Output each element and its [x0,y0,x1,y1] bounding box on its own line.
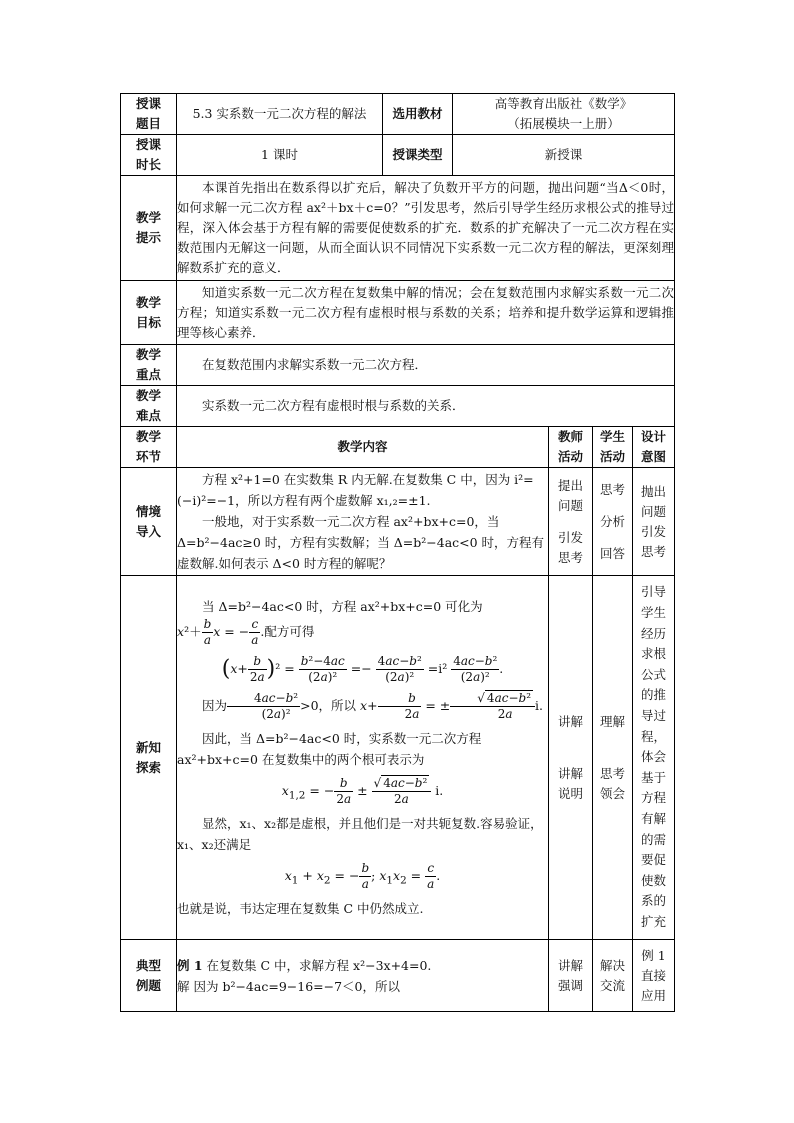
example-teacher: 讲解 强调 [549,940,593,1012]
key-label: 教学重点 [121,345,177,386]
duration-label: 授课时长 [121,135,177,176]
frac-c-over-a: $\frac{c}{a}$ [251,617,259,647]
row-key [121,345,675,386]
col-stage: 教学环节 [121,427,177,468]
col-content: 教学内容 [177,427,549,468]
topic-value: 5.3 实系数一元二次方程的解法 [177,94,383,135]
vieta-formula: $x_1 + x_2$ = − $\frac{b}{a}$ ; $x_1x_2$ = $\frac{c}{a}$ . [284,861,441,891]
row-goals [121,281,675,345]
explore-design: 引导 学生 经历 求根 公式 的推 导过 程， 体会 基于 方程 有解 的需 要促 使数 系的 扩充 [633,576,675,940]
row-difficulty [121,386,675,427]
row-topic [121,94,675,135]
intro-p2: 一般地，对于实系数一元二次方程 ax²+bx+c=0，当 Δ=b²−4ac≥0 时，方程有实数解；当 Δ=b²−4ac<0 时，方程有虚数解.如何表示 Δ<0 时方程的解呢？ [177,514,545,571]
row-intro [121,468,675,576]
explore-label: 新知探索 [121,576,177,940]
example-student: 解决 交流 [593,940,633,1012]
type-label: 授课类型 [383,135,453,176]
textbook-value: 高等教育出版社《数学》（拓展模块一上册） [453,94,675,135]
completing-square-formula: (x+ $\frac{b}{2a}$ )² = $\frac{\text{b²−4ac}}{\text{(2a)²}}$ =− $\frac{\text{4ac−b²}}{\text{(2a)²}}$ =i² $\frac{\text{4ac−b²}}{\text{(2a)²}}$ . [221,654,504,684]
col-teacher: 教师活动 [549,427,593,468]
difficulty-text: 实系数一元二次方程有虚根时根与系数的关系． [177,386,675,427]
example-content [177,940,549,1012]
explore-l6: 也就是说，韦达定理在复数集 C 中仍然成立. [177,901,424,916]
explore-l2: x²＋ $\frac{b}{a}$ x = − $\frac{c}{a}$ .配方可得 [177,617,315,647]
col-design: 设计意图 [633,427,675,468]
intro-p1: 方程 x²+1=0 在实数集 R 内无解.在复数集 C 中，因为 i²=(−i)²=−1，所以方程有两个虚数解 x₁,₂=±1. [177,472,534,508]
intro-student: 思考 分析 回答 [593,468,633,576]
frac-b-over-a: $\frac{b}{a}$ [203,617,212,647]
lesson-plan-table [120,93,675,1012]
explore-l1: 当 Δ=b²−4ac<0 时，方程 ax²+bx+c=0 可化为 [202,599,483,614]
col-student: 学生活动 [593,427,633,468]
explore-l5: 显然，x₁、x₂都是虚根，并且他们是一对共轭复数.容易验证，x₁、x₂还满足 [177,816,543,852]
explore-l3: 因为 $\frac{\text{4ac−b²}}{\text{(2a)²}}$ >0，所以 x+ $\frac{b}{2a}$ = ± $\frac{\text{√ 4ac−b²}}{2a}$ i. [202,691,543,721]
explore-l4: 因此，当 Δ=b²−4ac<0 时，实系数一元二次方程 ax²+bx+c=0 在复数集中的两个根可表示为 [177,731,482,767]
explore-content [177,576,549,940]
intro-design: 抛出 问题 引发 思考 [633,468,675,576]
intro-teacher: 提出 问题 引发 思考 [549,468,593,576]
row-explore [121,576,675,940]
example-label: 典型例题 [121,940,177,1012]
type-value: 新授课 [453,135,675,176]
topic-label: 授课题目 [121,94,177,135]
root-formula: $x_{1,2}$ = − $\frac{b}{2a}$ ± $\frac{\text{√ 4ac−b²}}{2a}$ i. [281,776,444,806]
row-columns [121,427,675,468]
example-l1: 例 1 在复数集 C 中，求解方程 x²−3x+4=0. [177,957,432,973]
example-l2: 解 因为 b²−4ac=9−16=−7＜0，所以 [177,978,400,994]
row-duration [121,135,675,176]
tips-text: 本课首先指出在数系得以扩充后，解决了负数开平方的问题，抛出问题“当Δ＜0时，如何求解一元二次方程 ax²＋bx＋c=0？”引发思考，然后引导学生经历求根公式的推导过程，深入体会基于方程有解的需要促使数系的扩充．数系的扩充解决了一元二次方程在实数范围内无解这一问题，从而全面认识不同情况下实系数一元二次方程的解法，更深刻理解数系扩充的意义． [177,176,675,281]
duration-value: 1 课时 [177,135,383,176]
goals-label: 教学目标 [121,281,177,345]
key-text: 在复数范围内求解实系数一元二次方程． [177,345,675,386]
explore-teacher: 讲解 讲解 说明 [549,576,593,940]
tips-label: 教学提示 [121,176,177,281]
example-design: 例 1 直接 应用 [633,940,675,1012]
difficulty-label: 教学难点 [121,386,177,427]
row-example [121,940,675,1012]
row-tips [121,176,675,281]
textbook-label: 选用教材 [383,94,453,135]
intro-content [177,468,549,576]
intro-label: 情境导入 [121,468,177,576]
explore-student: 理解 思考 领会 [593,576,633,940]
goals-text: 知道实系数一元二次方程在复数集中解的情况；会在复数范围内求解实系数一元二次方程；知道实系数一元二次方程有虚根时根与系数的关系；培养和提升数学运算和逻辑推理等核心素养． [177,281,675,345]
